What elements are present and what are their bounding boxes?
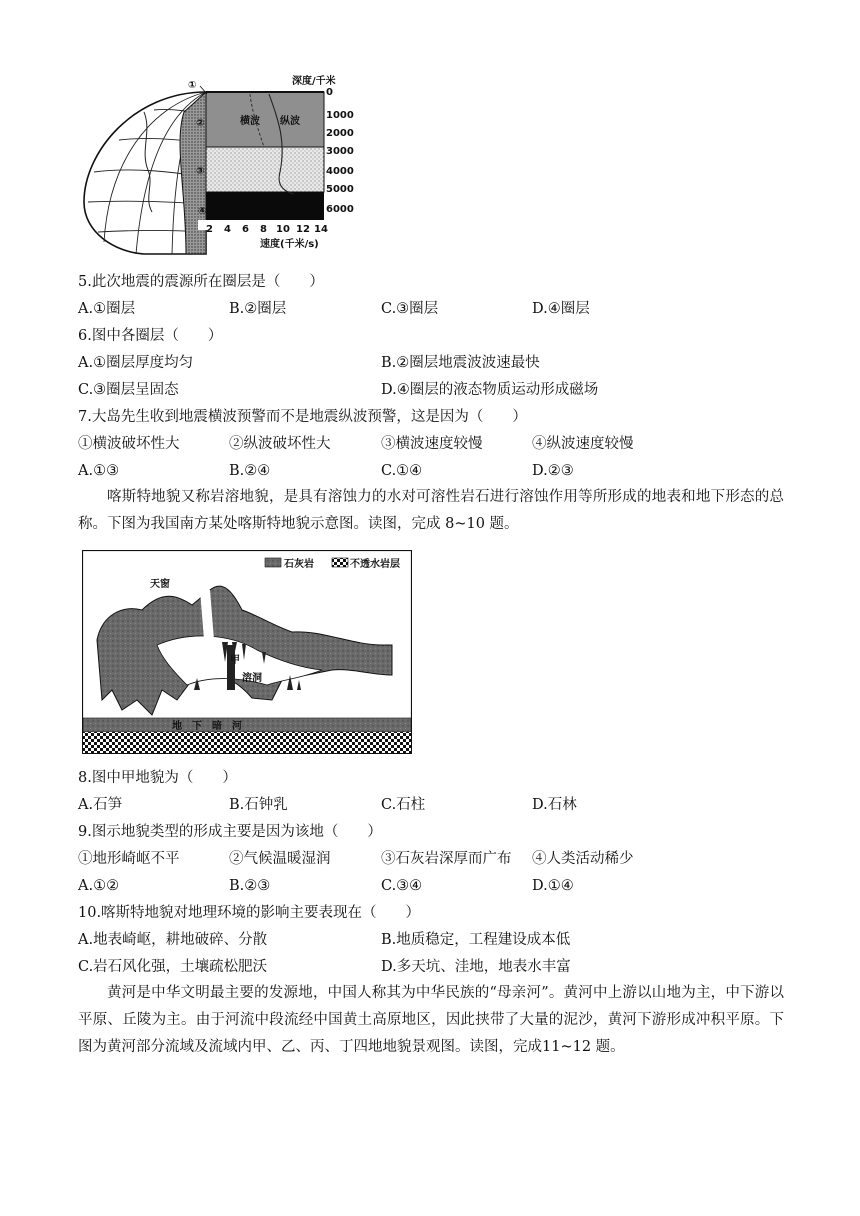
depth-tick: 2000 (326, 128, 354, 139)
earth-interior-figure (74, 72, 364, 258)
speed-tick: 8 (260, 224, 267, 235)
q9-statement-2: ②气候温暖湿润 (229, 851, 331, 867)
q5-option-d[interactable]: D.④圈层 (532, 301, 590, 317)
depth-tick: 0 (326, 87, 333, 98)
q9-statement-3: ③石灰岩深厚而广布 (381, 851, 512, 867)
depth-tick: 4000 (326, 166, 354, 177)
yellow-river-passage: 黄河是中华文明最主要的发源地，中国人称其为中华民族的“母亲河”。黄河中上游以山地为主，中下游以平原、丘陵为主。由于河流中段流经中国黄土高原地区，因此挟带了大量的泥沙，黄河下游形成冲积平原。下图为黄河部分流域及流域内甲、乙、丙、丁四地地貌景观图。读图，完成11~12 题。 (78, 985, 784, 1055)
label-jia: 甲 (230, 655, 240, 666)
speed-tick: 12 (296, 224, 310, 235)
label-cave: 溶洞 (242, 673, 262, 684)
depth-ticks (326, 87, 354, 215)
q8-option-c[interactable]: C.石柱 (381, 797, 426, 813)
depth-tick: 5000 (326, 184, 354, 195)
label-underground-river: 地 下 暗 河 (172, 721, 242, 732)
q5-option-a[interactable]: A.①圈层 (78, 301, 136, 317)
speed-tick: 2 (206, 224, 213, 235)
q5-option-c[interactable]: C.③圈层 (381, 301, 439, 317)
speed-axis-title: 速度(千米/s) (260, 239, 319, 250)
depth-tick: 1000 (326, 110, 354, 121)
layer-mark-4: ④ (198, 206, 207, 217)
q9-statement-4: ④人类活动稀少 (532, 851, 634, 867)
speed-tick: 6 (242, 224, 249, 235)
legend-limestone: 石灰岩 (284, 559, 314, 570)
depth-axis-title: 深度/千米 (292, 76, 336, 87)
q8-option-d[interactable]: D.石林 (532, 797, 577, 813)
q6-option-b[interactable]: B.②圈层地震波波速最快 (381, 355, 540, 371)
q7-statement-4: ④纵波速度较慢 (532, 436, 634, 452)
q9-option-c[interactable]: C.③④ (381, 878, 423, 894)
q6-option-d[interactable]: D.④圈层的液态物质运动形成磁场 (381, 382, 599, 398)
q6-stem: 6.图中各圈层（ ） (78, 328, 223, 344)
q5-stem: 5.此次地震的震源所在圈层是（ ） (78, 274, 324, 290)
q6-option-c[interactable]: C.③圈层呈固态 (78, 382, 179, 398)
q8-option-b[interactable]: B.石钟乳 (229, 797, 288, 813)
q7-option-d[interactable]: D.②③ (532, 463, 574, 479)
q10-option-a[interactable]: A.地表崎岖，耕地破碎、分散 (78, 932, 268, 948)
p-wave-label: 纵波 (280, 116, 300, 127)
speed-tick: 10 (276, 224, 290, 235)
q8-option-a[interactable]: A.石笋 (78, 797, 123, 813)
speed-tick: 4 (224, 224, 231, 235)
q10-option-d[interactable]: D.多天坑、洼地，地表水丰富 (381, 959, 571, 975)
q9-statement-1: ①地形崎岖不平 (78, 851, 180, 867)
speed-tick: 14 (314, 224, 328, 235)
depth-tick: 3000 (326, 146, 354, 157)
karst-passage: 喀斯特地貌又称岩溶地貌，是具有溶蚀力的水对可溶性岩石进行溶蚀作用等所形成的地表和地下形态的总称。下图为我国南方某处喀斯特地貌示意图。读图，完成 8~10 题。 (78, 489, 784, 532)
q7-statement-2: ②纵波破坏性大 (229, 436, 331, 452)
layer-mark-3: ③ (196, 166, 205, 177)
label-skylight: 天窗 (150, 579, 170, 590)
q7-option-b[interactable]: B.②④ (229, 463, 271, 479)
q9-option-b[interactable]: B.②③ (229, 878, 271, 894)
q7-option-a[interactable]: A.①③ (78, 463, 120, 479)
q7-statement-3: ③横波速度较慢 (381, 436, 483, 452)
q7-stem: 7.大岛先生收到地震横波预警而不是地震纵波预警，这是因为（ ） (78, 409, 527, 425)
q9-option-a[interactable]: A.①② (78, 878, 120, 894)
q10-option-c[interactable]: C.岩石风化强，土壤疏松肥沃 (78, 959, 268, 975)
q9-option-d[interactable]: D.①④ (532, 878, 574, 894)
karst-figure (82, 550, 412, 754)
depth-tick: 6000 (326, 204, 354, 215)
q7-option-c[interactable]: C.①④ (381, 463, 423, 479)
q6-option-a[interactable]: A.①圈层厚度均匀 (78, 355, 194, 371)
q10-stem: 10.喀斯特地貌对地理环境的影响主要表现在（ ） (78, 905, 421, 921)
s-wave-label: 横波 (240, 116, 260, 127)
q10-option-b[interactable]: B.地质稳定，工程建设成本低 (381, 932, 571, 948)
q5-option-b[interactable]: B.②圈层 (229, 301, 287, 317)
layer-mark-2: ② (196, 118, 205, 129)
q8-stem: 8.图中甲地貌为（ ） (78, 770, 237, 786)
q7-statement-1: ①横波破坏性大 (78, 436, 180, 452)
layer-mark-1: ① (188, 80, 197, 91)
legend-impermeable: 不透水岩层 (350, 559, 400, 570)
q9-stem: 9.图示地貌类型的形成主要是因为该地（ ） (78, 824, 382, 840)
